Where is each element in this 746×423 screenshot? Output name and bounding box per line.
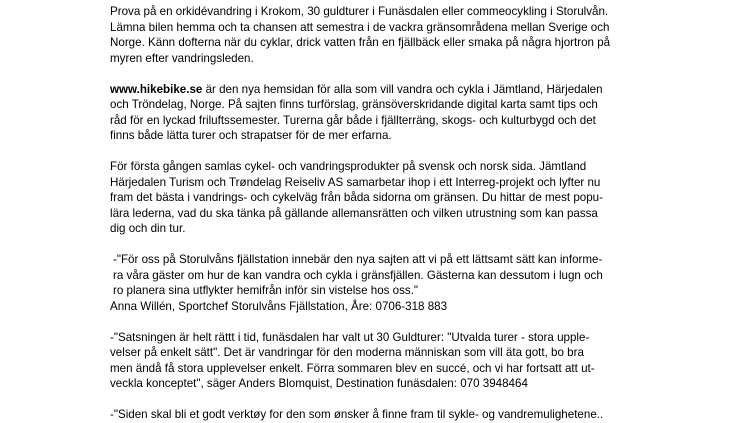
text-line: fram det bästa i vandrings- och cykelväg från båda sidorna om gränsen. Du hittar de mest popu- [110,191,603,204]
text-line: lära lederna, vad du ska tänka på gällande allemansrätten och vilken utrustning som kan passa [110,206,598,220]
text-line: Prova på en orkidévandring i Krokom, 30 guldturer i Funäsdalen eller commeocykling i Storulvån. [110,5,609,18]
text-line: men ändå få stora upplevelser enkelt. Förra sommaren blev en succé, och vi har fortsatt att ut- [110,361,595,375]
text-line: myren efter vandringsleden. [110,51,254,65]
text-line: och Tröndelag, Norge. På sajten finns turförslag, gränsöverskridande digital karta samt tips och [110,98,598,111]
paragraph-gap [110,392,735,408]
text-line: Härjedalen Turism och Trøndelag Reiseliv AS samarbetar ihop i ett Interreg-projekt och lyfter nu [110,175,601,189]
document-page [110,4,735,423]
quote-funasdalen [110,330,735,392]
text-segment: är den nya hemsidan för alla som vill vandra och cykla i Jämtland, Härjedalen [202,82,603,96]
text-line: -"Satsningen är helt rättt i tid, funäsdalen har valt ut 30 Guldturer: "Utvalda turer - stora upple- [110,330,590,344]
quote-storulvan [110,252,735,299]
text-line: ra våra gäster om hur de kan vandra och cykla i gränsfjällen. Gästerna kan dessutom i lugn och [113,268,603,282]
hikebike-link[interactable]: www.hikebike.se [110,82,203,96]
quote-norwegian [110,407,735,423]
text-line: -"För oss på Storulvåns fjällstation innebär den nya sajten att vi på ett lättsamt sätt kan informe- [113,253,603,266]
text-line: veckla konceptet", säger Anders Blomquist, Destination funäsdalen: 070 3948464 [110,377,528,390]
text-line: -"Siden skal bli et godt verktøy for den som ønsker å finne fram til sykle- og vandremulighetene.. [110,408,604,421]
text-line: dig och din tur. [110,222,186,235]
text-line: För första gången samlas cykel- och vandringsprodukter på svensk och norsk sida. Jämtland [110,160,587,173]
paragraph-gap [110,314,735,330]
paragraph-gap [110,144,735,160]
text-line: velser på enkelt sätt". Det är vandringar för den moderna människan som vill äta gott, bo bra [110,346,584,359]
text-line: Lämna bilen hemma och ta chansen att semestra i de vackra gränsområdena mellan Sverige och [110,20,610,34]
intro-paragraph [110,4,735,66]
text-line: råd för en lyckad friluftssemester. Turerna går både i fjällterräng, skogs- och kulturbygd och det [110,113,596,127]
project-paragraph [110,159,735,237]
text-line: ro planera sina utflykter hemifrån inför sin vistelse hos oss." [113,284,419,297]
text-line [110,82,735,98]
text-line: finns både lätta turer och strapatser för de mer erfarna. [110,129,392,142]
website-paragraph [110,82,735,144]
paragraph-gap [110,66,735,82]
quote-attribution [110,299,735,315]
paragraph-gap [110,237,735,253]
attribution-line: Anna Willén, Sportchef Storulvåns Fjällstation, Åre: 0706-318 883 [110,299,448,313]
text-line: Norge. Känn dofterna när du cyklar, drick vatten från en fjällbäck eller smaka på några hjortron på [110,36,611,49]
